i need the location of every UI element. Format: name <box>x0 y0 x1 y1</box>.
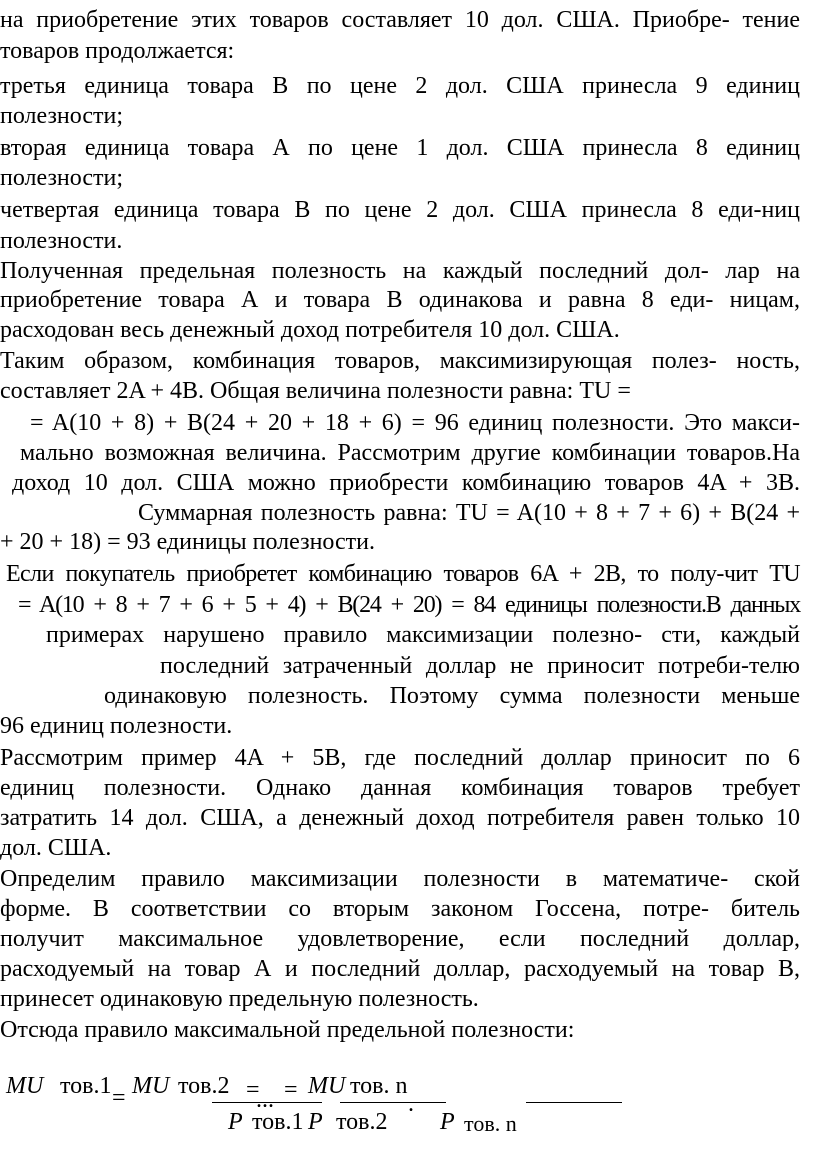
text-line: Суммарная полезность равна: TU = A(10 + 8 + 7 + 6) + B(24 + <box>138 500 800 526</box>
text-line: 96 единиц полезности. <box>0 713 233 739</box>
text-line: одинаковую полезность. Поэтому сумма полезности меньше <box>104 683 800 709</box>
text-line: составляет 2A + 4B. Общая величина полезности равна: TU = <box>0 378 631 404</box>
text-line: затратить 14 дол. США, а денежный доход потребителя равен только 10 <box>0 805 800 831</box>
text-line: дол. США. <box>0 835 112 861</box>
price-symbol: P <box>228 1109 243 1135</box>
subscript: тов.2 <box>178 1073 230 1099</box>
text-line: Рассмотрим пример 4A + 5B, где последний доллар приносит по 6 <box>0 745 800 771</box>
text-line: расходуемый на товар А и последний доллар, расходуемый на товар В, <box>0 956 800 982</box>
text-line: Если покупатель приобретет комбинацию товаров 6A + 2B, то полу-чит TU <box>6 561 800 587</box>
subscript: тов.2 <box>336 1109 388 1135</box>
text-line: форме. В соответствии со вторым законом Госсена, потре- битель <box>0 896 800 922</box>
text-line: третья единица товара В по цене 2 дол. США принесла 9 единиц <box>0 73 800 99</box>
text-line: на приобретение этих товаров составляет 10 дол. США. Приобре- тение <box>0 7 800 33</box>
fraction-bar <box>526 1102 622 1103</box>
text-line: приобретение товара А и товара В одинакова и равна 8 еди- ницам, <box>0 287 800 313</box>
text-line: = A(10 + 8 + 7 + 6 + 5 + 4) + B(24 + 20) = 84 единицы полезности.В данных <box>18 592 800 618</box>
subscript: тов. n <box>464 1111 517 1136</box>
mu-symbol: MU <box>132 1073 170 1099</box>
fraction-bar <box>212 1102 322 1103</box>
equals-sign: = <box>284 1077 298 1103</box>
text-line: расходован весь денежный доход потребителя 10 дол. США. <box>0 317 620 343</box>
text-line: Определим правило максимизации полезности в математиче- ской <box>0 866 800 892</box>
subscript: тов. n <box>350 1073 408 1099</box>
text-line: Отсюда правило максимальной предельной полезности: <box>0 1017 575 1043</box>
text-line: примерах нарушено правило максимизации полезно- сти, каждый <box>46 622 800 648</box>
equals-sign: = <box>112 1085 126 1111</box>
text-line: Полученная предельная полезность на каждый последний дол- лар на <box>0 258 800 284</box>
ellipsis: ... <box>256 1087 274 1113</box>
subscript: тов.1 <box>252 1109 304 1135</box>
price-symbol: P <box>440 1109 455 1135</box>
fraction-bar <box>340 1102 446 1103</box>
price-symbol: P <box>308 1109 323 1135</box>
text-line: получит максимальное удовлетворение, если последний доллар, <box>0 926 800 952</box>
text-line: четвертая единица товара В по цене 2 дол. США принесла 8 еди-ниц <box>0 197 800 223</box>
mu-symbol: MU <box>308 1073 346 1099</box>
text-line: товаров продолжается: <box>0 38 235 64</box>
equals-sign: = <box>246 1077 260 1103</box>
text-line: полезности. <box>0 228 123 254</box>
mu-symbol: MU <box>6 1073 44 1099</box>
utility-maximization-formula <box>0 1064 816 1154</box>
text-line: = A(10 + 8) + B(24 + 20 + 18 + 6) = 96 единиц полезности. Это макси- <box>30 410 800 436</box>
period: . <box>408 1091 414 1117</box>
text-line: полезности; <box>0 165 124 191</box>
text-line: полезности; <box>0 103 124 129</box>
text-line: принесет одинаковую предельную полезность. <box>0 986 479 1012</box>
text-line: вторая единица товара А по цене 1 дол. США принесла 8 единиц <box>0 135 800 161</box>
subscript: тов.1 <box>60 1073 112 1099</box>
text-line: последний затраченный доллар не приносит потреби-телю <box>160 653 800 679</box>
text-line: единиц полезности. Однако данная комбинация товаров требует <box>0 775 800 801</box>
text-line: мально возможная величина. Рассмотрим другие комбинации товаров.На <box>20 440 800 466</box>
text-line: + 20 + 18) = 93 единицы полезности. <box>0 529 375 555</box>
text-line: доход 10 дол. США можно приобрести комбинацию товаров 4A + 3B. <box>12 470 800 496</box>
text-line: Таким образом, комбинация товаров, максимизирующая полез- ность, <box>0 348 800 374</box>
